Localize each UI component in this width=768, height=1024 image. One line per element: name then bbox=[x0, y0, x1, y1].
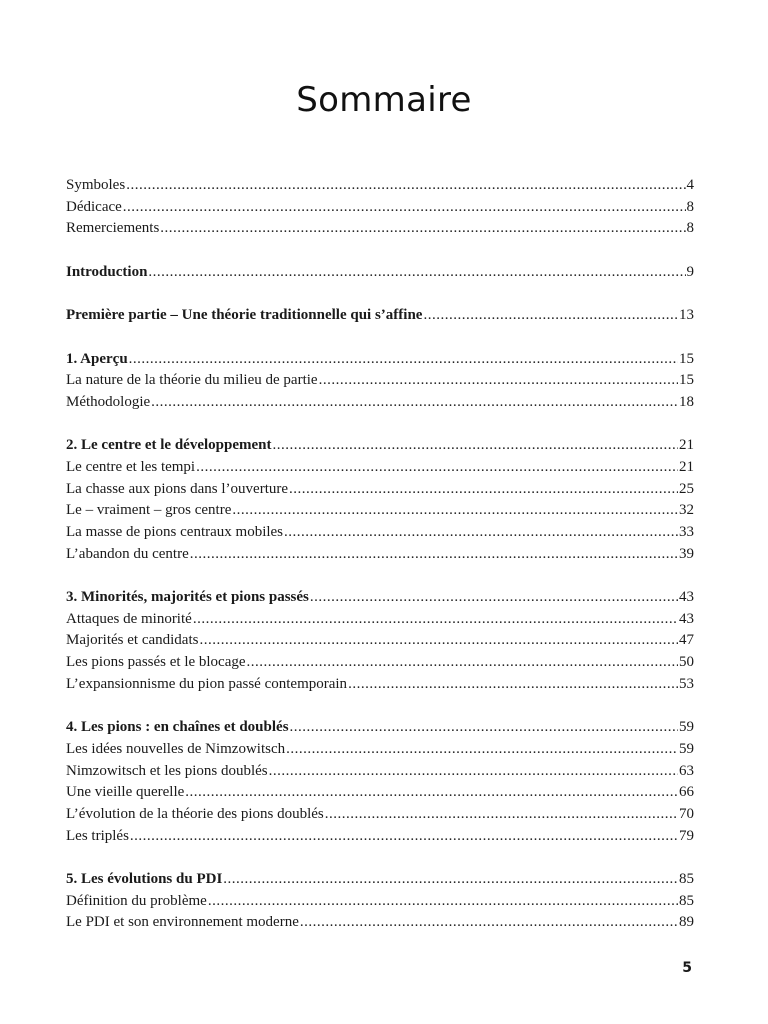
toc-entry[interactable] bbox=[66, 630, 694, 652]
toc-entry-page-number: 89 bbox=[679, 914, 694, 931]
toc-entry-label: Nimzowitsch et les pions doublés bbox=[66, 762, 268, 779]
dot-leader bbox=[289, 479, 678, 501]
toc-entry[interactable] bbox=[66, 826, 694, 848]
dot-leader bbox=[247, 652, 678, 674]
toc-entry-page-number: 63 bbox=[679, 762, 694, 779]
toc-entry[interactable] bbox=[66, 891, 694, 913]
toc-entry-label: 4. Les pions : en chaînes et doublés bbox=[66, 719, 289, 736]
toc-entry[interactable] bbox=[66, 392, 694, 414]
toc-entry-page-number: 15 bbox=[679, 372, 694, 389]
toc-section-heading[interactable] bbox=[66, 305, 694, 327]
toc-entry-label: Introduction bbox=[66, 263, 148, 280]
dot-leader bbox=[130, 826, 678, 848]
toc-entry-label: L’expansionnisme du pion passé contemporain bbox=[66, 675, 348, 692]
toc-entry-label: L’abandon du centre bbox=[66, 545, 189, 562]
dot-leader bbox=[160, 218, 685, 240]
dot-leader bbox=[123, 197, 686, 219]
toc-entry-page-number: 13 bbox=[679, 307, 694, 324]
toc-entry-page-number: 33 bbox=[679, 524, 694, 540]
toc-section-heading[interactable] bbox=[66, 435, 694, 457]
dot-leader bbox=[273, 435, 679, 457]
toc-entry-page-number: 39 bbox=[679, 545, 694, 562]
toc-entry[interactable] bbox=[66, 197, 694, 219]
toc-entry-page-number: 59 bbox=[679, 719, 694, 736]
dot-leader bbox=[196, 457, 678, 479]
toc-entry-label: Majorités et candidats bbox=[66, 632, 199, 649]
toc-entry-label: Le centre et les tempi bbox=[66, 458, 196, 475]
toc-entry-label: La nature de la théorie du milieu de partie bbox=[66, 372, 318, 389]
dot-leader bbox=[129, 349, 678, 371]
toc-entry-page-number: 43 bbox=[679, 610, 694, 627]
toc-entry[interactable] bbox=[66, 739, 694, 761]
dot-leader bbox=[325, 804, 678, 826]
toc-entry[interactable] bbox=[66, 457, 694, 479]
toc-entry-label: L’évolution de la théorie des pions doublés bbox=[66, 805, 324, 822]
toc-entry-label: 3. Minorités, majorités et pions passés bbox=[66, 589, 309, 606]
toc-entry[interactable] bbox=[66, 175, 694, 197]
dot-leader bbox=[423, 305, 678, 327]
toc-entry-page-number: 85 bbox=[679, 892, 694, 909]
toc-entry-page-number: 15 bbox=[679, 350, 694, 367]
toc-entry-page-number: 8 bbox=[686, 220, 694, 237]
section-spacer bbox=[66, 565, 694, 587]
toc-entry-page-number: 21 bbox=[679, 437, 694, 454]
section-spacer bbox=[66, 327, 694, 349]
toc-entry-label: La masse de pions centraux mobiles bbox=[66, 524, 284, 540]
toc-entry-page-number: 21 bbox=[679, 458, 694, 475]
toc-section-heading[interactable] bbox=[66, 869, 694, 891]
section-spacer bbox=[66, 847, 694, 869]
section-spacer bbox=[66, 696, 694, 718]
dot-leader bbox=[348, 674, 678, 696]
toc-entry[interactable] bbox=[66, 479, 694, 501]
dot-leader bbox=[319, 370, 678, 392]
toc-entry-label: Remerciements bbox=[66, 220, 160, 237]
toc-entry[interactable] bbox=[66, 912, 694, 934]
toc-entry[interactable] bbox=[66, 609, 694, 631]
table-of-contents bbox=[66, 175, 694, 934]
toc-entry-label: Symboles bbox=[66, 177, 126, 193]
toc-entry-label: Méthodologie bbox=[66, 393, 151, 410]
dot-leader bbox=[284, 522, 678, 544]
dot-leader bbox=[208, 891, 678, 913]
toc-entry-page-number: 4 bbox=[686, 177, 694, 193]
toc-entry-label: Dédicace bbox=[66, 198, 122, 215]
toc-section-heading[interactable] bbox=[66, 587, 694, 609]
toc-entry-label: La chasse aux pions dans l’ouverture bbox=[66, 480, 289, 497]
dot-leader bbox=[223, 869, 678, 891]
toc-entry-page-number: 50 bbox=[679, 654, 694, 671]
toc-entry-label: Les idées nouvelles de Nimzowitsch bbox=[66, 740, 286, 757]
toc-entry[interactable] bbox=[66, 522, 694, 544]
dot-leader bbox=[126, 175, 685, 197]
page-number: 5 bbox=[682, 960, 692, 976]
toc-entry-label: Le – vraiment – gros centre bbox=[66, 502, 232, 519]
dot-leader bbox=[193, 609, 678, 631]
toc-section-heading[interactable] bbox=[66, 262, 694, 284]
dot-leader bbox=[190, 544, 678, 566]
toc-entry[interactable] bbox=[66, 674, 694, 696]
dot-leader bbox=[185, 782, 678, 804]
toc-entry-label: Définition du problème bbox=[66, 892, 207, 909]
toc-entry-page-number: 18 bbox=[679, 393, 694, 410]
toc-section-heading[interactable] bbox=[66, 717, 694, 739]
toc-entry[interactable] bbox=[66, 544, 694, 566]
toc-entry-page-number: 43 bbox=[679, 589, 694, 606]
toc-entry[interactable] bbox=[66, 652, 694, 674]
toc-entry-page-number: 25 bbox=[679, 480, 694, 497]
toc-entry[interactable] bbox=[66, 500, 694, 522]
toc-entry-page-number: 70 bbox=[679, 805, 694, 822]
toc-entry-label: Une vieille querelle bbox=[66, 784, 185, 801]
dot-leader bbox=[290, 717, 678, 739]
dot-leader bbox=[300, 912, 678, 934]
section-spacer bbox=[66, 414, 694, 436]
dot-leader bbox=[148, 262, 685, 284]
toc-entry-page-number: 32 bbox=[679, 502, 694, 519]
toc-entry-label: Attaques de minorité bbox=[66, 610, 192, 627]
toc-entry-page-number: 66 bbox=[679, 784, 694, 801]
toc-entry-label: Le PDI et son environnement moderne bbox=[66, 914, 299, 931]
toc-section-heading[interactable] bbox=[66, 349, 694, 371]
toc-entry-page-number: 85 bbox=[679, 871, 694, 887]
toc-entry-page-number: 79 bbox=[679, 827, 694, 844]
toc-entry-label: Les pions passés et le blocage bbox=[66, 654, 246, 671]
toc-entry-page-number: 47 bbox=[679, 632, 694, 649]
toc-entry-page-number: 53 bbox=[679, 675, 694, 692]
toc-entry-page-number: 59 bbox=[679, 740, 694, 757]
dot-leader bbox=[269, 761, 678, 783]
toc-entry[interactable] bbox=[66, 761, 694, 783]
toc-entry[interactable] bbox=[66, 218, 694, 240]
toc-entry-label: Première partie – Une théorie traditionnelle qui s’affine bbox=[66, 307, 423, 324]
toc-entry-page-number: 8 bbox=[686, 198, 694, 215]
page-title: Sommaire bbox=[296, 80, 472, 120]
toc-entry-label: Les triplés bbox=[66, 827, 129, 844]
toc-entry[interactable] bbox=[66, 804, 694, 826]
dot-leader bbox=[286, 739, 678, 761]
toc-entry-label: 5. Les évolutions du PDI bbox=[66, 871, 223, 887]
toc-entry[interactable] bbox=[66, 782, 694, 804]
dot-leader bbox=[310, 587, 678, 609]
toc-entry-label: 1. Aperçu bbox=[66, 350, 128, 367]
toc-entry[interactable] bbox=[66, 370, 694, 392]
toc-entry-page-number: 9 bbox=[686, 263, 694, 280]
section-spacer bbox=[66, 283, 694, 305]
dot-leader bbox=[199, 630, 678, 652]
toc-entry-label: 2. Le centre et le développement bbox=[66, 437, 272, 454]
section-spacer bbox=[66, 240, 694, 262]
dot-leader bbox=[151, 392, 678, 414]
dot-leader bbox=[232, 500, 678, 522]
